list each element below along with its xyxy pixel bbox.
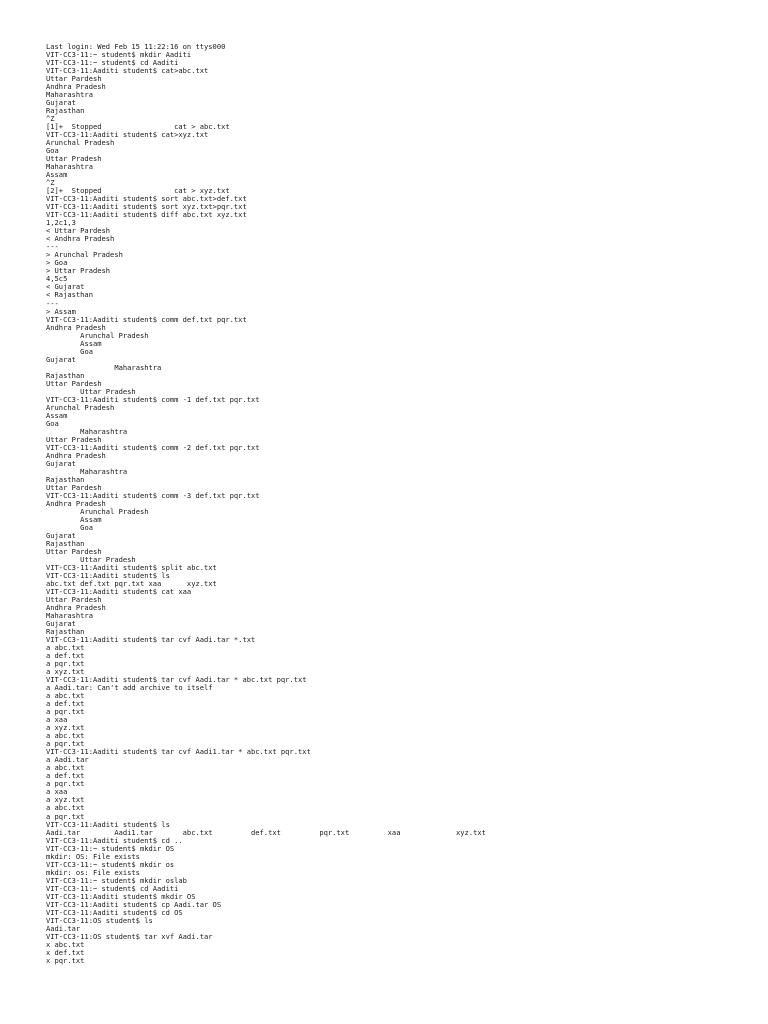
terminal-line: > Arunchal Pradesh [46,250,123,260]
terminal-line: Gujarat [46,354,76,364]
terminal-line: a pqr.txt [46,659,85,669]
terminal-line: Rajasthan [46,106,85,116]
terminal-line: > Goa [46,258,68,268]
terminal-line: abc.txt def.txt pqr.txt xaa xyz.txt [46,579,217,589]
terminal-line: Uttar Pradesh [46,154,102,164]
terminal-line: Assam [46,410,68,420]
terminal-line: a xaa [46,787,68,797]
terminal-line: Andhra Pradesh [46,322,106,332]
terminal-line: VIT-CC3-11:Aaditi student$ sort xyz.txt>pqr.txt [46,202,247,212]
terminal-line: VIT-CC3-11:Aaditi student$ comm def.txt pqr.txt [46,314,247,324]
terminal-line: Assam [46,170,68,180]
terminal-line: VIT-CC3-11:Aaditi student$ mkdir OS [46,891,196,901]
terminal-line: Maharashtra [46,611,93,621]
terminal-line: Gujarat [46,98,76,108]
terminal-line: a abc.txt [46,643,85,653]
terminal-line: VIT-CC3-11:Aaditi student$ cd .. [46,835,183,845]
terminal-line: VIT-CC3-11:Aaditi student$ tar cvf Aadi.tar *.txt [46,635,256,645]
terminal-line: VIT-CC3-11:Aaditi student$ sort abc.txt>def.txt [46,194,247,204]
terminal-line: Gujarat [46,530,76,540]
terminal-line: --- [46,298,59,308]
terminal-line: a pqr.txt [46,811,85,821]
terminal-line: VIT-CC3-11:Aaditi student$ comm -2 def.txt pqr.txt [46,442,260,452]
terminal-line: VIT-CC3-11:Aaditi student$ ls [46,571,170,581]
terminal-line: < Uttar Pardesh [46,226,111,236]
terminal-line: Uttar Pradesh [46,386,136,396]
terminal-line: VIT-CC3-11:Aaditi student$ ls [46,819,170,829]
terminal-line: Arunchal Pradesh [46,402,115,412]
terminal-line: Maharashtra [46,90,93,100]
terminal-line: VIT-CC3-11:~ student$ cd Aaditi [46,883,179,893]
terminal-line: x abc.txt [46,939,85,949]
terminal-line: a pqr.txt [46,779,85,789]
terminal-line: Gujarat [46,458,76,468]
terminal-line: ^Z [46,178,55,188]
terminal-line: Goa [46,418,59,428]
terminal-line: Arunchal Pradesh [46,330,149,340]
terminal-line: VIT-CC3-11:Aaditi student$ cd OS [46,907,183,917]
terminal-line: VIT-CC3-11:OS student$ tar xvf Aadi.tar [46,931,213,941]
terminal-line: Maharashtra [46,426,128,436]
terminal-line: Aadi.tar [46,923,81,933]
terminal-line: < Andhra Pradesh [46,234,115,244]
terminal-line: Assam [46,338,102,348]
terminal-line: VIT-CC3-11:Aaditi student$ cat xaa [46,587,192,597]
terminal-line: Assam [46,514,102,524]
terminal-line: mkdir: OS: File exists [46,851,140,861]
terminal-line: x def.txt [46,947,85,957]
terminal-line: mkdir: os: File exists [46,867,140,877]
terminal-line: VIT-CC3-11:Aaditi student$ cat>xyz.txt [46,130,209,140]
terminal-line: < Rajasthan [46,290,93,300]
terminal-line: Maharashtra [46,362,162,372]
terminal-line: a abc.txt [46,803,85,813]
terminal-line: --- [46,242,59,252]
terminal-line: a def.txt [46,651,85,661]
terminal-line: a abc.txt [46,691,85,701]
terminal-line: Rajasthan [46,370,85,380]
terminal-line: [1]+ Stopped cat > abc.txt [46,122,230,132]
terminal-line: VIT-CC3-11:Aaditi student$ tar cvf Aadi.tar * abc.txt pqr.txt [46,675,307,685]
terminal-line: VIT-CC3-11:~ student$ cd Aaditi [46,58,179,68]
terminal-line: Gujarat [46,619,76,629]
terminal-line: ^Z [46,114,55,124]
terminal-line: Goa [46,522,93,532]
terminal-line: Andhra Pradesh [46,450,106,460]
terminal-line: VIT-CC3-11:~ student$ mkdir oslab [46,875,187,885]
terminal-line: Maharashtra [46,466,128,476]
terminal-line: Andhra Pradesh [46,498,106,508]
terminal-line: Uttar Pradesh [46,555,136,564]
terminal-line: Aadi.tar Aadi1.tar abc.txt def.txt pqr.txt xaa xyz.txt [46,827,486,837]
terminal-line: a Aadi.tar: Can't add archive to itself [46,683,213,693]
terminal-line: a xyz.txt [46,795,85,805]
terminal-line: Uttar Pardesh [46,546,102,556]
terminal-line: a def.txt [46,771,85,781]
terminal-line: VIT-CC3-11:~ student$ mkdir os [46,859,175,869]
terminal-line: x pqr.txt [46,955,85,965]
terminal-line: Goa [46,346,93,356]
terminal-line: Uttar Pardesh [46,378,102,388]
terminal-line: a xaa [46,715,68,725]
terminal-line: Rajasthan [46,538,85,548]
terminal-line: a xyz.txt [46,723,85,733]
terminal-line: VIT-CC3-11:~ student$ mkdir Aaditi [46,50,192,60]
terminal-line: VIT-CC3-11:Aaditi student$ diff abc.txt xyz.txt [46,210,247,220]
terminal-line: Maharashtra [46,162,93,172]
terminal-line: Rajasthan [46,474,85,484]
terminal-line: VIT-CC3-11:Aaditi student$ comm -3 def.txt pqr.txt [46,490,260,500]
terminal-line: Andhra Pradesh [46,603,106,613]
terminal-line: Uttar Pardesh [46,595,102,605]
terminal-line: VIT-CC3-11:~ student$ mkdir OS [46,843,175,853]
terminal-line: VIT-CC3-11:Aaditi student$ split abc.txt [46,563,217,573]
terminal-line: Uttar Pardesh [46,74,102,84]
terminal-line: VIT-CC3-11:Aaditi student$ cp Aadi.tar OS [46,899,222,909]
terminal-line: 4,5c5 [46,274,68,284]
terminal-line: a xyz.txt [46,667,85,677]
terminal-line: a Aadi.tar [46,755,89,765]
terminal-line: VIT-CC3-11:OS student$ ls [46,915,153,925]
terminal-line: a pqr.txt [46,739,85,749]
terminal-output[interactable] [46,43,486,965]
terminal-line: a pqr.txt [46,707,85,717]
terminal-line: 1,2c1,3 [46,218,76,228]
terminal-line: Uttar Pardesh [46,482,102,492]
terminal-line: Rajasthan [46,627,85,637]
terminal-line: Arunchal Pradesh [46,506,149,516]
terminal-line: Last login: Wed Feb 15 11:22:16 on ttys000 [46,42,226,51]
terminal-line: Uttar Pradesh [46,434,102,444]
terminal-line: [2]+ Stopped cat > xyz.txt [46,186,230,196]
terminal-line: Andhra Pradesh [46,82,106,92]
terminal-line: a def.txt [46,699,85,709]
terminal-line: a abc.txt [46,763,85,773]
terminal-line: Goa [46,146,59,156]
terminal-line: a abc.txt [46,731,85,741]
terminal-line: < Gujarat [46,282,85,292]
terminal-line: VIT-CC3-11:Aaditi student$ comm -1 def.txt pqr.txt [46,394,260,404]
terminal-line: > Uttar Pradesh [46,266,111,276]
terminal-line: VIT-CC3-11:Aaditi student$ cat>abc.txt [46,66,209,76]
terminal-line: Arunchal Pradesh [46,138,115,148]
terminal-line: > Assam [46,306,76,316]
terminal-line: VIT-CC3-11:Aaditi student$ tar cvf Aadi1.tar * abc.txt pqr.txt [46,747,311,757]
